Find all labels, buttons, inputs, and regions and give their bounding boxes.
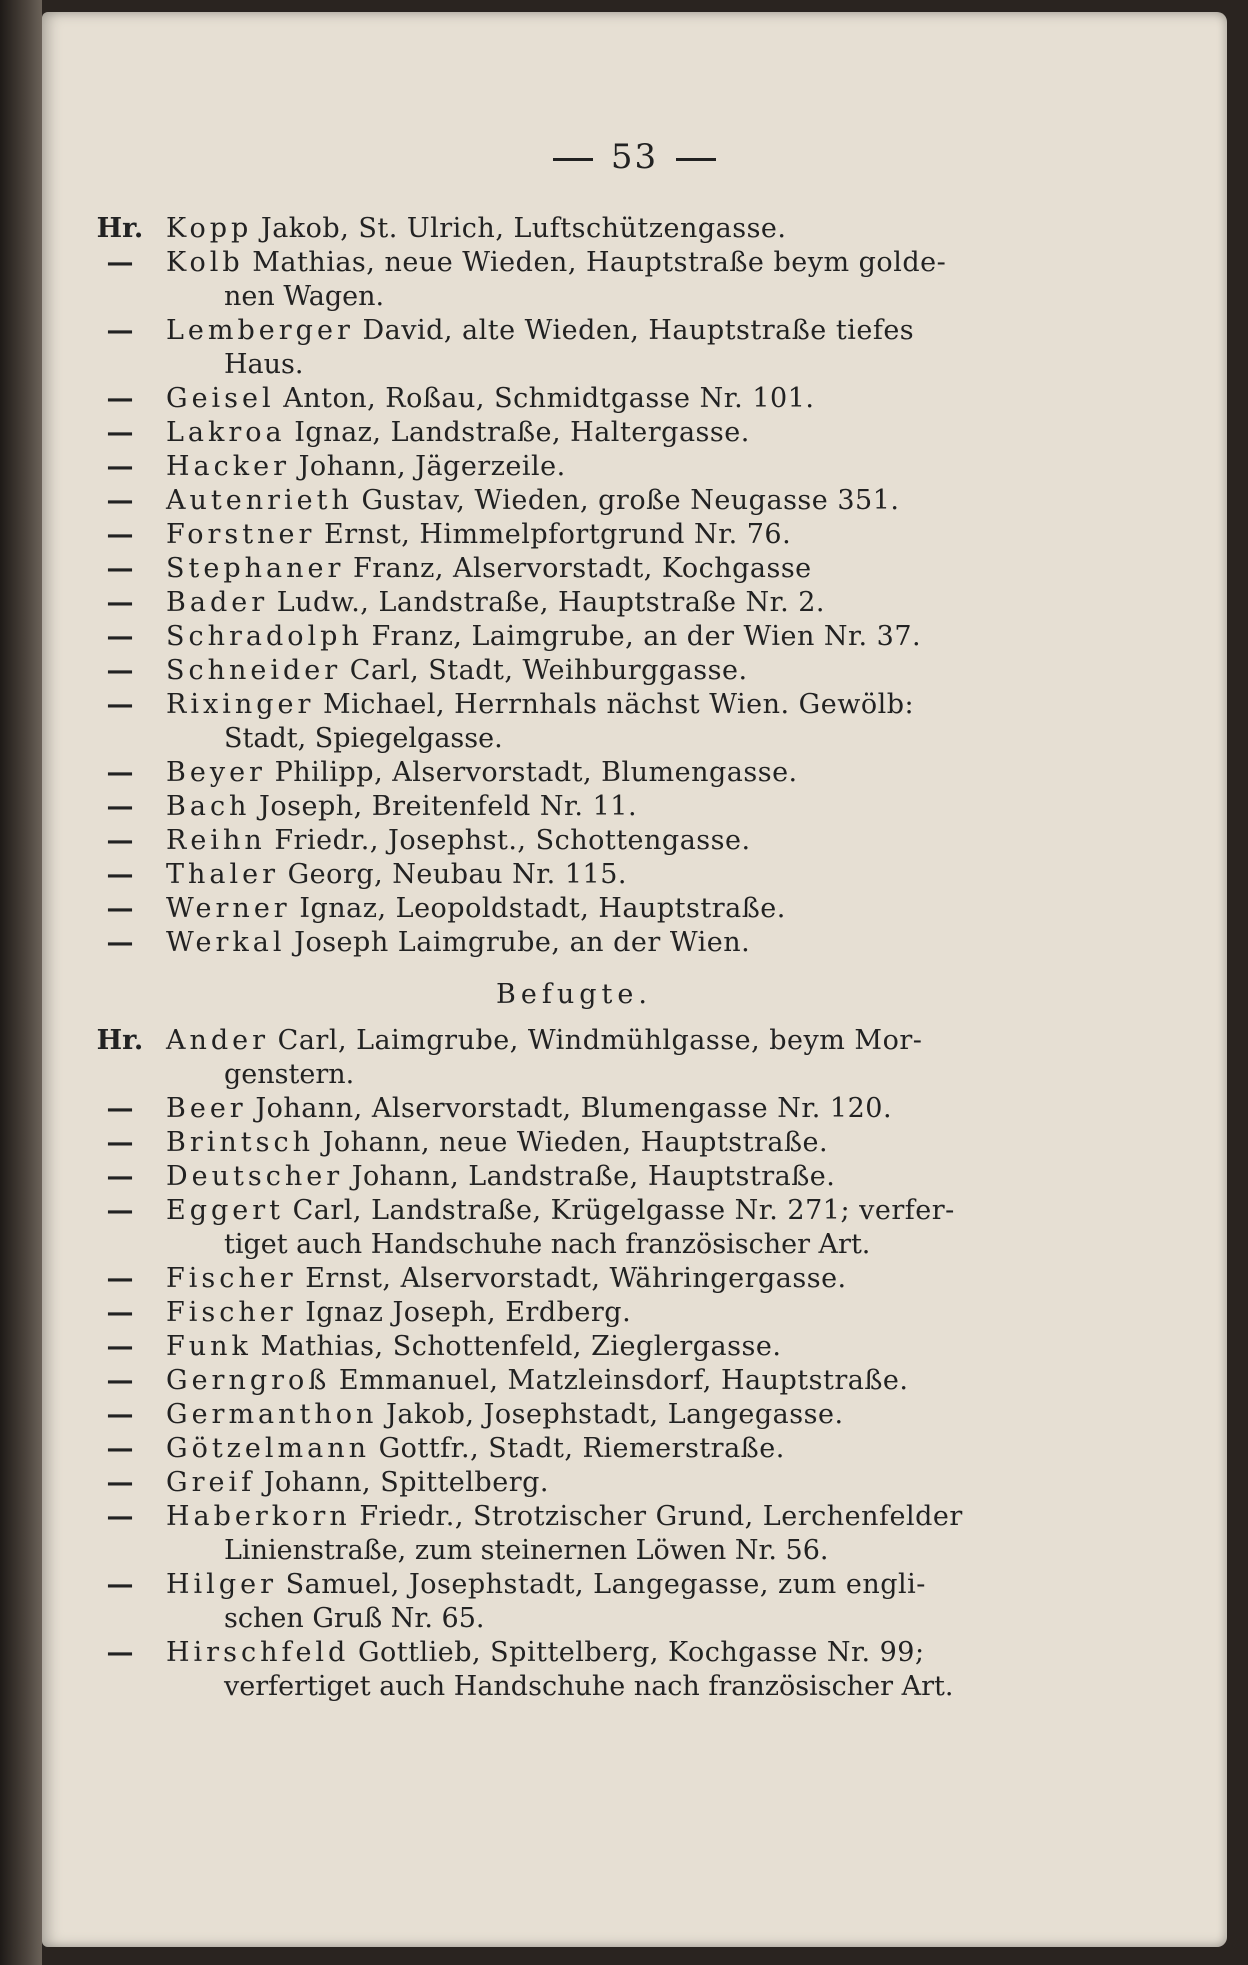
entry-prefix: —	[106, 655, 134, 686]
entry-surname: Lemberger	[166, 315, 354, 346]
entry-details: Samuel, Josephstadt, Langegasse, zum engli-	[285, 1569, 926, 1600]
entry-line	[74, 416, 1074, 450]
entry-continuation: Linienstraße, zum steinernen Löwen Nr. 56.	[224, 1535, 829, 1566]
entry-prefix: —	[106, 927, 134, 958]
entry-prefix: Hr.	[96, 1025, 144, 1056]
entry-details: Jakob, Josephstadt, Langegasse.	[386, 1399, 844, 1430]
entry-surname: Reihn	[166, 825, 266, 856]
entry-details: Ignaz, Leopoldstadt, Hauptstraße.	[299, 893, 786, 924]
entry-details: Franz, Alservorstadt, Kochgasse	[352, 553, 812, 584]
entry-continuation: nen Wagen.	[224, 281, 385, 312]
entry-details: Carl, Laimgrube, Windmühlgasse, beym Mor-	[277, 1025, 923, 1056]
entry-details: Friedr., Josephst., Schottengasse.	[274, 825, 751, 856]
book-spine	[0, 0, 42, 1965]
entry-details: Joseph, Breitenfeld Nr. 11.	[259, 791, 638, 822]
entry-line	[74, 552, 1074, 586]
entry-continuation: genstern.	[224, 1059, 355, 1090]
entry-line	[74, 1568, 1074, 1602]
entry-line	[74, 518, 1074, 552]
entry-details: Gottfr., Stadt, Riemerstraße.	[378, 1433, 785, 1464]
entry-surname: Lakroa	[166, 417, 286, 448]
entry-details: Johann, Spittelberg.	[263, 1467, 549, 1498]
entry-line	[74, 756, 1074, 790]
entry-continuation: tiget auch Handschuhe nach französischer Art.	[224, 1229, 871, 1260]
entry-line	[74, 1636, 1074, 1670]
entry-details: Ernst, Alservorstadt, Währingergasse.	[305, 1263, 847, 1294]
entry-prefix: —	[106, 1467, 134, 1498]
entry-surname: Fischer	[166, 1297, 297, 1328]
entry-line	[74, 1194, 1074, 1228]
page-number: 53	[610, 137, 659, 177]
entry-details: Franz, Laimgrube, an der Wien Nr. 37.	[371, 621, 922, 652]
entry-surname: Bader	[166, 587, 269, 618]
entry-prefix: —	[106, 315, 134, 346]
entry-continuation: verfertiget auch Handschuhe nach französischer Art.	[224, 1671, 954, 1702]
entry-line	[74, 892, 1074, 926]
entry-details: Friedr., Strotzischer Grund, Lerchenfelder	[359, 1501, 963, 1532]
entry-prefix: —	[106, 757, 134, 788]
entry-prefix: —	[106, 1399, 134, 1430]
entry-prefix: —	[106, 1263, 134, 1294]
entry-details: Ignaz Joseph, Erdberg.	[305, 1297, 632, 1328]
entry-surname: Germanthon	[166, 1399, 378, 1430]
entry-line	[74, 1466, 1074, 1500]
entry-surname: Funk	[166, 1331, 252, 1362]
entry-details: Johann, neue Wieden, Hauptstraße.	[322, 1127, 829, 1158]
header-dash-right	[676, 158, 716, 161]
entry-line	[74, 586, 1074, 620]
entry-prefix: —	[106, 519, 134, 550]
entry-line	[74, 382, 1074, 416]
entry-prefix: —	[106, 1433, 134, 1464]
directory-section-2	[74, 1024, 1074, 1704]
entry-details: Michael, Herrnhals nächst Wien. Gewölb:	[322, 689, 915, 720]
entry-line	[74, 620, 1074, 654]
entry-prefix: —	[106, 417, 134, 448]
entry-line	[74, 824, 1074, 858]
entry-details: Johann, Jägerzeile.	[298, 451, 566, 482]
entry-surname: Hilger	[166, 1569, 277, 1600]
entry-surname: Deutscher	[166, 1161, 344, 1192]
entry-surname: Greif	[166, 1467, 256, 1498]
entry-line	[74, 1092, 1074, 1126]
entry-line	[74, 1126, 1074, 1160]
entry-prefix: —	[106, 1161, 134, 1192]
entry-prefix: —	[106, 587, 134, 618]
entry-surname: Geisel	[166, 383, 275, 414]
entry-prefix: —	[106, 1127, 134, 1158]
entry-surname: Brintsch	[166, 1127, 314, 1158]
entry-surname: Werner	[166, 893, 291, 924]
entry-line	[74, 1398, 1074, 1432]
entry-prefix: —	[106, 451, 134, 482]
entry-prefix: —	[106, 1569, 134, 1600]
entry-surname: Beyer	[166, 757, 266, 788]
entry-surname: Kopp	[166, 213, 253, 244]
entry-continuation: schen Gruß Nr. 65.	[224, 1603, 485, 1634]
entry-surname: Beer	[166, 1093, 247, 1124]
entry-surname: Kolb	[166, 247, 244, 278]
entry-prefix: —	[106, 1093, 134, 1124]
entry-line	[74, 450, 1074, 484]
entry-details: Georg, Neubau Nr. 115.	[287, 859, 627, 890]
entry-prefix: —	[106, 1365, 134, 1396]
entry-line	[74, 1500, 1074, 1534]
entry-line	[74, 688, 1074, 722]
entry-line	[74, 1160, 1074, 1194]
entry-details: Anton, Roßau, Schmidtgasse Nr. 101.	[283, 383, 815, 414]
entry-prefix: —	[106, 1331, 134, 1362]
entry-line	[74, 484, 1074, 518]
entry-surname: Rixinger	[166, 689, 315, 720]
entry-details: Mathias, neue Wieden, Hauptstraße beym golde-	[252, 247, 947, 278]
entry-details: Emmanuel, Matzleinsdorf, Hauptstraße.	[338, 1365, 909, 1396]
entry-surname: Haberkorn	[166, 1501, 351, 1532]
entry-surname: Götzelmann	[166, 1433, 370, 1464]
page-content	[74, 212, 1074, 1704]
entry-prefix: —	[106, 621, 134, 652]
entry-details: Mathias, Schottenfeld, Zieglergasse.	[260, 1331, 782, 1362]
entry-prefix: —	[106, 1501, 134, 1532]
entry-details: Jakob, St. Ulrich, Luftschützengasse.	[260, 213, 787, 244]
entry-surname: Autenrieth	[166, 485, 353, 516]
entry-surname: Hacker	[166, 451, 291, 482]
entry-prefix: —	[106, 689, 134, 720]
entry-prefix: —	[106, 1637, 134, 1668]
entry-details: Johann, Alservorstadt, Blumengasse Nr. 120.	[255, 1093, 893, 1124]
entry-details: Ernst, Himmelpfortgrund Nr. 76.	[324, 519, 792, 550]
entry-line	[74, 926, 1074, 960]
entry-details: Ludw., Landstraße, Hauptstraße Nr. 2.	[276, 587, 826, 618]
entry-surname: Schneider	[166, 655, 342, 686]
entry-line	[74, 212, 1074, 246]
entry-prefix: Hr.	[96, 213, 144, 244]
entry-surname: Forstner	[166, 519, 316, 550]
entry-details: David, alte Wieden, Hauptstraße tiefes	[362, 315, 915, 346]
entry-continuation: Stadt, Spiegelgasse.	[224, 723, 503, 754]
entry-prefix: —	[106, 859, 134, 890]
entry-surname: Stephaner	[166, 553, 345, 584]
header-dash-left	[553, 158, 593, 161]
entry-line	[74, 1296, 1074, 1330]
entry-prefix: —	[106, 791, 134, 822]
entry-line	[74, 654, 1074, 688]
entry-prefix: —	[106, 485, 134, 516]
entry-line	[74, 858, 1074, 892]
entry-prefix: —	[106, 553, 134, 584]
entry-surname: Bach	[166, 791, 251, 822]
entry-continuation: Haus.	[224, 349, 304, 380]
entry-line	[74, 1364, 1074, 1398]
book-page	[42, 12, 1227, 1947]
entry-prefix: —	[106, 1297, 134, 1328]
entry-details: Joseph Laimgrube, an der Wien.	[294, 927, 751, 958]
entry-details: Carl, Stadt, Weihburggasse.	[349, 655, 748, 686]
entry-line	[74, 1432, 1074, 1466]
entry-prefix: —	[106, 893, 134, 924]
entry-surname: Werkal	[166, 927, 286, 958]
directory-section-1	[74, 212, 1074, 960]
entry-prefix: —	[106, 247, 134, 278]
entry-prefix: —	[106, 1195, 134, 1226]
entry-line	[74, 314, 1074, 348]
entry-details: Gustav, Wieden, große Neugasse 351.	[361, 485, 900, 516]
section-title-befugte: Befugte.	[496, 979, 652, 1010]
entry-line	[74, 1024, 1074, 1058]
entry-line	[74, 246, 1074, 280]
entry-surname: Fischer	[166, 1263, 297, 1294]
entry-surname: Ander	[166, 1025, 270, 1056]
entry-prefix: —	[106, 383, 134, 414]
page-header	[42, 137, 1227, 177]
entry-details: Philipp, Alservorstadt, Blumengasse.	[274, 757, 798, 788]
entry-line	[74, 1330, 1074, 1364]
entry-prefix: —	[106, 825, 134, 856]
entry-surname: Schradolph	[166, 621, 363, 652]
entry-details: Gottlieb, Spittelberg, Kochgasse Nr. 99;	[357, 1637, 925, 1668]
entry-line	[74, 790, 1074, 824]
entry-line	[74, 1262, 1074, 1296]
entry-surname: Eggert	[166, 1195, 285, 1226]
entry-details: Carl, Landstraße, Krügelgasse Nr. 271; verfer-	[292, 1195, 955, 1226]
entry-surname: Hirschfeld	[166, 1637, 350, 1668]
entry-details: Johann, Landstraße, Hauptstraße.	[351, 1161, 836, 1192]
entry-details: Ignaz, Landstraße, Haltergasse.	[294, 417, 750, 448]
entry-surname: Gerngroß	[166, 1365, 331, 1396]
entry-surname: Thaler	[166, 859, 280, 890]
